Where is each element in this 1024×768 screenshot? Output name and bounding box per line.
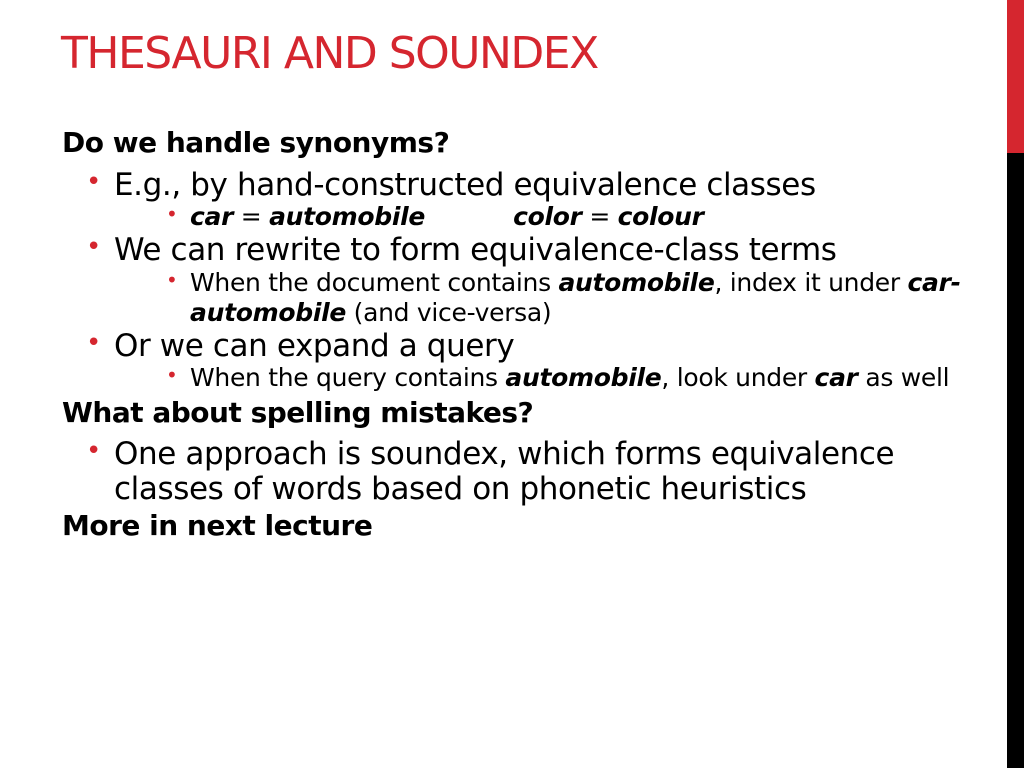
term-colour: colour	[617, 202, 704, 232]
term-automobile: automobile	[269, 202, 426, 232]
bullet-dot: •	[166, 267, 178, 292]
bullet-soundex	[62, 437, 967, 506]
term-automobile: automobile	[505, 363, 662, 393]
text-segment: When the document contains	[190, 267, 559, 297]
bullet-expand	[62, 329, 967, 364]
heading-spelling: What about spelling mistakes?	[62, 395, 534, 429]
bullet-soundex-text: One approach is soundex, which forms equivalence classes of words based on phonetic heuristics	[114, 436, 895, 508]
bullet-eg-text: E.g., by hand-constructed equivalence classes	[114, 166, 816, 203]
side-accent-bar-black	[1007, 153, 1024, 768]
term-car: car	[814, 363, 858, 393]
heading-synonyms: Do we handle synonyms?	[62, 126, 450, 159]
heading-next-lecture: More in next lecture	[62, 508, 373, 542]
bullet-dot: •	[166, 363, 178, 388]
slide-content	[62, 126, 967, 542]
bullet-eg	[62, 168, 967, 203]
bullet-rewrite-text: We can rewrite to form equivalence-class terms	[114, 231, 837, 268]
bullet-rewrite	[62, 233, 967, 268]
equals-sign: =	[581, 202, 618, 232]
sub-bullet-expand	[62, 363, 967, 394]
term-color: color	[513, 202, 582, 232]
sub-bullet-car-automobile	[62, 202, 967, 233]
slide-title: THESAURI AND SOUNDEX	[61, 28, 598, 79]
sub-bullet-rewrite	[62, 268, 967, 329]
bullet-dot: •	[86, 327, 101, 358]
bullet-dot: •	[86, 436, 101, 467]
side-accent-bar-red	[1007, 0, 1024, 153]
text-segment: , index it under	[714, 267, 908, 297]
term-car: car	[190, 202, 234, 232]
text-segment: When the query contains	[190, 363, 506, 393]
bullet-expand-text: Or we can expand a query	[114, 327, 515, 364]
text-segment: , look under	[661, 363, 815, 393]
term-automobile: automobile	[558, 267, 715, 297]
text-segment: as well	[857, 363, 950, 393]
text-segment: (and vice-versa)	[346, 298, 552, 328]
bullet-dot: •	[86, 231, 101, 262]
term-car-automobile: car-automobile	[190, 267, 961, 328]
bullet-dot: •	[166, 202, 178, 227]
bullet-dot: •	[86, 166, 101, 197]
equals-sign: =	[233, 202, 270, 232]
